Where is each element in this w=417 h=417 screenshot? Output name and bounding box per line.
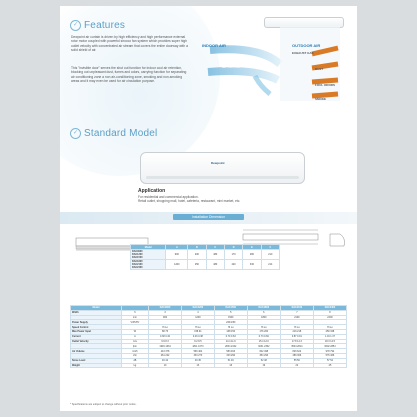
table-cell: 57 52 — [313, 358, 346, 363]
table-cell: 216 218 — [280, 329, 313, 334]
table-cell: 55 50 — [280, 358, 313, 363]
table-cell: Hi Lo — [214, 325, 247, 330]
table-cell: 17.8 14.3 — [280, 339, 313, 344]
table-cell: 602 498 — [247, 349, 280, 354]
table-cell: Hi Lo — [247, 325, 280, 330]
table-cell: 0.38 0.32 — [149, 334, 182, 339]
standard-model-icon: ✓ — [70, 128, 81, 139]
table-cell: Width — [71, 310, 122, 315]
features-heading: ✓ Features — [70, 20, 125, 31]
table-cell: 51 46 — [214, 358, 247, 363]
table-cell: 46 42 — [149, 358, 182, 363]
table-header-cell: DAC0900 — [149, 306, 182, 311]
table-cell: 1500 — [214, 315, 247, 320]
table-cell: V/Ph/Hz — [121, 320, 148, 325]
standard-model-unit — [140, 152, 305, 184]
standard-model-heading: ✓ Standard Model — [70, 128, 157, 139]
table-cell: kg — [121, 363, 148, 368]
table-cell: 88 76 — [149, 329, 182, 334]
table-cell: 7 — [280, 310, 313, 315]
table-cell: cfm — [121, 353, 148, 358]
table-cell: 1811 1673 — [182, 344, 215, 349]
table-cell: 4 — [182, 310, 215, 315]
table-cell: 978 792 — [313, 349, 346, 354]
table-cell: 13 — [182, 363, 215, 368]
table-cell: 3 — [149, 310, 182, 315]
table-cell: ft — [121, 310, 148, 315]
foul-odors-label: FOUL ODORS — [315, 83, 335, 87]
unit-outlet-grille — [146, 176, 299, 179]
table-cell: 2834 2342 — [214, 344, 247, 349]
table-header-cell: DAC1200 — [182, 306, 215, 311]
table-cell: 826 622 — [280, 349, 313, 354]
table-cell: 22 — [280, 363, 313, 368]
table-cell: fpm — [121, 344, 148, 349]
table-cell: 0.70 0.63 — [214, 334, 247, 339]
clean-air-label: CLEAN AIR — [220, 81, 237, 85]
table-cell: 16 — [214, 363, 247, 368]
dimension-table — [130, 244, 280, 270]
table-cell: 52 48 — [247, 358, 280, 363]
table-cell: Speed Control — [71, 325, 122, 330]
table-cell: 2100 — [280, 315, 313, 320]
installation-dimension-title: Installation Dimension — [173, 214, 244, 220]
table-cell: 566 464 — [182, 349, 215, 354]
table-cell: 3602 2854 — [313, 344, 346, 349]
table-cell: Air Volume — [71, 349, 122, 354]
table-cell: 18.3 14.5 — [313, 339, 346, 344]
table-cell: 583 493 — [214, 349, 247, 354]
dust-label: DUST — [315, 67, 324, 71]
unit-brand-logo: Dewpoint — [211, 161, 225, 165]
table-cell: 14.4 11.9 — [214, 339, 247, 344]
outdoor-air-label: OUTDOOR AIR — [292, 43, 321, 48]
table-row: DAC0900 DAC1200 DAC1500 900 200 480 170 280 210 — [131, 250, 280, 260]
table-header-cell: DAC1500 — [214, 306, 247, 311]
table-header-row: Model A B C D E F — [131, 245, 280, 250]
table-cell: 25 — [313, 363, 346, 368]
table-cell: 15.4 12.0 — [247, 339, 280, 344]
features-paragraph: Dewpoint air curtain is driven by high efficiency and high performance external rotor motor coupled with powerful sirocco fan system which provides super high outlet velocity with concentrated air stream that covers the entire doorway with a solid shield of air. — [71, 35, 188, 52]
table-cell: W — [121, 329, 148, 334]
table-header-cell: DAC2100 — [280, 306, 313, 311]
table-cell: 5 — [214, 310, 247, 315]
specification-table — [70, 305, 347, 368]
table-cell: 1800 — [247, 315, 280, 320]
application-text-2: Retail outlet, shopping mall, hotel, cafeteria, restaurant, mini market, etc. — [138, 199, 241, 203]
table-cell: 486 366 — [280, 353, 313, 358]
table-cell: 176 200 — [247, 329, 280, 334]
table-cell: 0.46 0.38 — [182, 334, 215, 339]
indoor-air-label: INDOOR AIR — [202, 43, 226, 48]
table-cell: Current — [71, 334, 122, 339]
exhaust-gas-label: EXHAUST GAS — [292, 51, 314, 55]
table-cell: 900 — [149, 315, 182, 320]
table-cell: 19 — [247, 363, 280, 368]
features-icon: ✓ — [70, 20, 81, 31]
table-cell: Max Power Input — [71, 329, 122, 334]
table-cell: 1949 1634 — [149, 344, 182, 349]
footnote: * Specifications are subject to change without prior notice. — [70, 403, 137, 406]
table-cell: 6 — [247, 310, 280, 315]
table-cell: 0.87 0.91 — [280, 334, 313, 339]
table-cell: Hi Lo — [182, 325, 215, 330]
table-row: DAC1800 DAC2100 DAC2400 1200 250 480 220 330 214 — [131, 260, 280, 270]
table-cell: 1200 — [182, 315, 215, 320]
table-cell: A — [121, 334, 148, 339]
table-cell: m3/h — [121, 349, 148, 354]
table-cell: dB — [121, 358, 148, 363]
table-cell: Power Supply — [71, 320, 122, 325]
table-cell: 1.04 1.37 — [313, 334, 346, 339]
table-cell: 343 290 — [214, 353, 247, 358]
table-cell: 10 — [149, 363, 182, 368]
table-cell: 9.2 8.5 — [182, 339, 215, 344]
table-cell: 240/1/50 — [214, 320, 247, 325]
table-cell: 261 222 — [149, 353, 182, 358]
table-cell: 3504 2814 — [280, 344, 313, 349]
brochure-page — [60, 6, 357, 411]
table-cell: 250 328 — [313, 329, 346, 334]
table-cell: 168 150 — [214, 329, 247, 334]
table-cell: 576 466 — [313, 353, 346, 358]
table-cell: Noise Level — [71, 358, 122, 363]
table-cell: 333 273 — [182, 353, 215, 358]
table-cell: m/s — [121, 339, 148, 344]
table-cell: 354 293 — [247, 353, 280, 358]
table-cell: 443 378 — [149, 349, 182, 354]
table-cell: 158 91 — [182, 329, 215, 334]
table-cell: mm — [121, 315, 148, 320]
table-cell: Hi Lo — [149, 325, 182, 330]
table-row — [71, 363, 347, 368]
table-cell: Outlet Velocity — [71, 339, 122, 344]
smoke-label: SMOKE — [315, 97, 327, 101]
application-title: Application — [138, 188, 166, 194]
table-cell: 0.73 0.84 — [247, 334, 280, 339]
table-header-cell: Model — [71, 306, 122, 311]
background-swirl — [60, 6, 220, 176]
table-cell: 3031 2362 — [247, 344, 280, 349]
features-paragraph-2: This "invisible door" serves the shut out function for indoor cool air retention, blocking out unpleasant dust, fumes and odors, carrying function for separating air conditioning zone a non air-conditioning zone, smoking and non-smoking areas and it may even be used for air circulation purpose. — [71, 66, 187, 83]
airflow-diagram — [200, 24, 340, 104]
application-text: For residential and commercial application. — [138, 195, 199, 199]
table-header-cell: DAC1800 — [247, 306, 280, 311]
table-cell: Hi Lo — [313, 325, 346, 330]
table-cell: 9.9 8.3 — [149, 339, 182, 344]
return-air-label: RETURN AIR — [222, 65, 241, 69]
table-cell: 49 45 — [182, 358, 215, 363]
table-cell: 8 — [313, 310, 346, 315]
table-cell: Hi Lo — [280, 325, 313, 330]
table-cell: 2400 — [313, 315, 346, 320]
table-header-cell: DAC2400 — [313, 306, 346, 311]
table-cell: Weight — [71, 363, 122, 368]
